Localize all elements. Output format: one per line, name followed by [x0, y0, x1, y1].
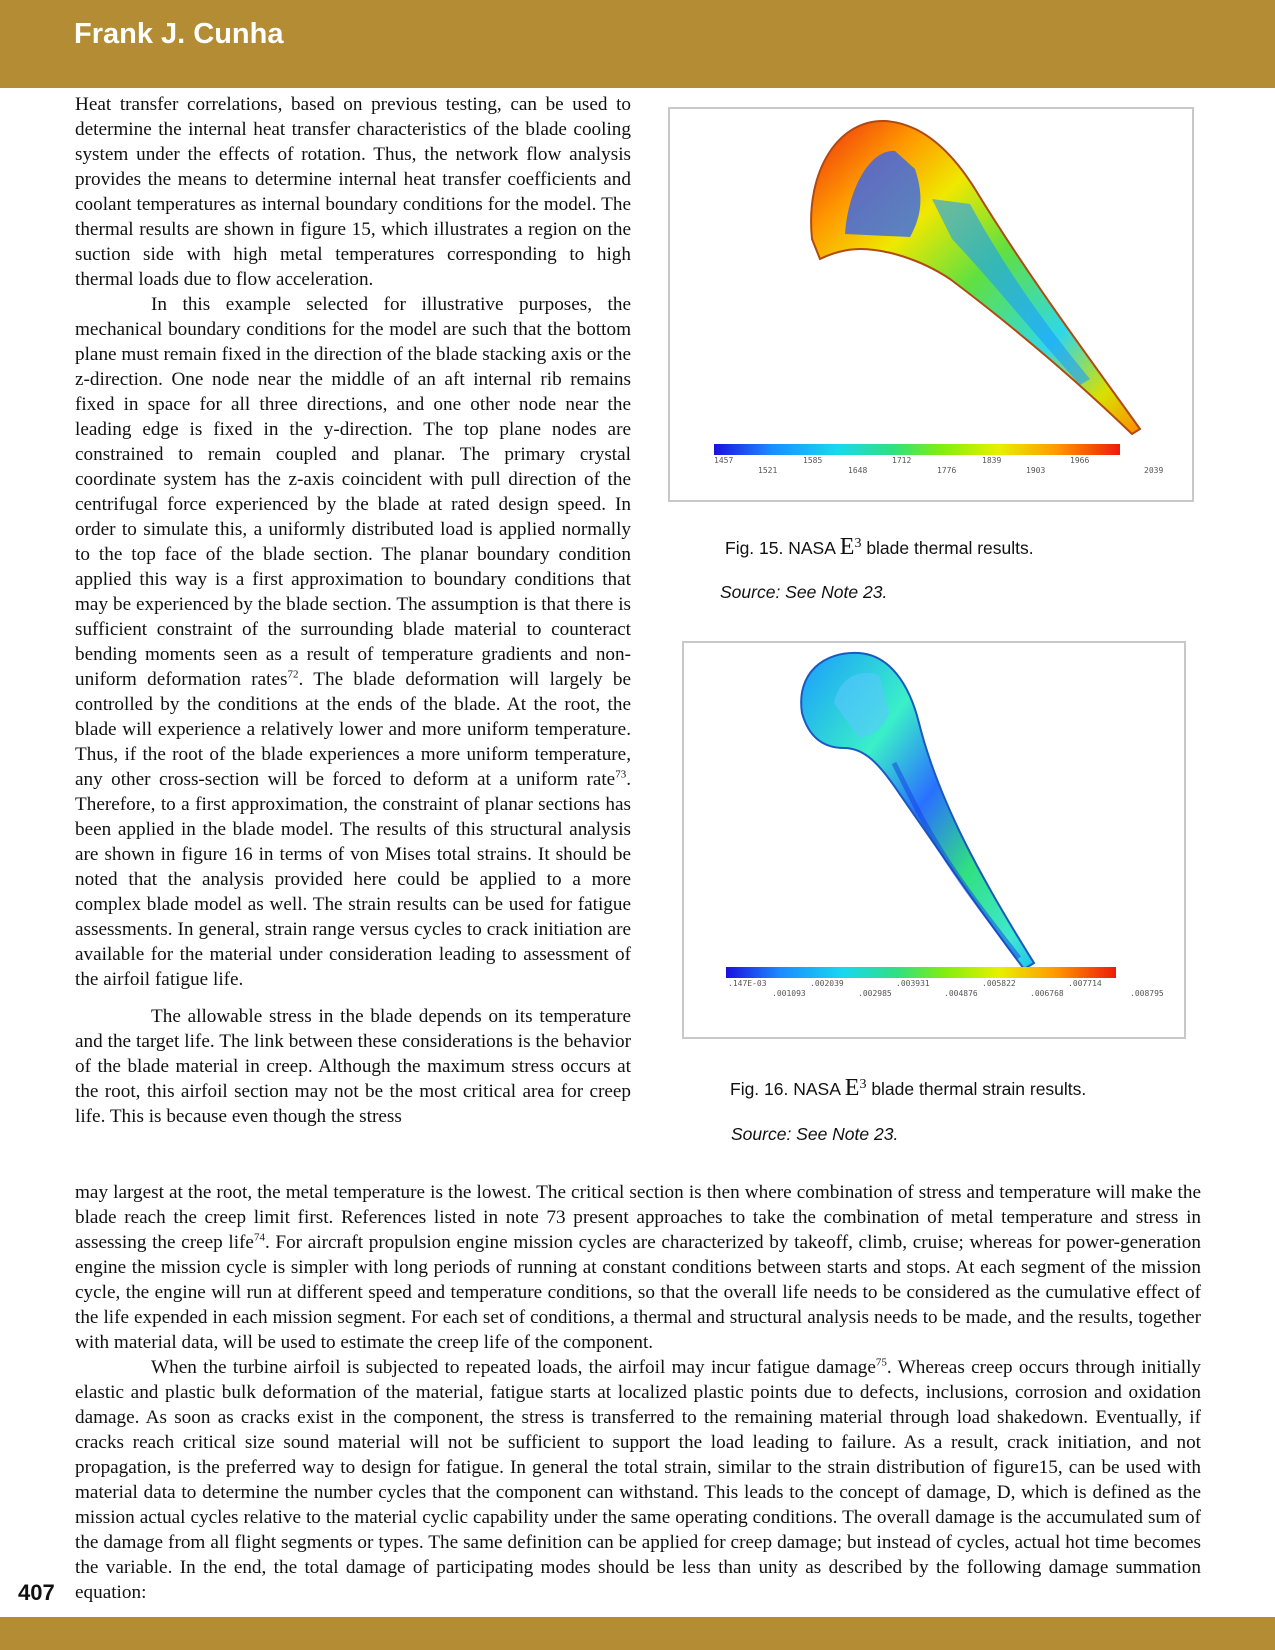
figure-15-caption: Fig. 15. NASA $E^3$ blade thermal results. — [725, 534, 1034, 560]
full-width-text — [75, 1180, 1201, 1605]
scale-label: 2039 — [1144, 466, 1164, 475]
scale-label: 1521 — [758, 466, 778, 475]
scale-label: .008795 — [1130, 989, 1164, 998]
scale-label: .005822 — [982, 979, 1016, 988]
paragraph: When the turbine airfoil is subjected to repeated loads, the airfoil may incur fatigue damage$^{75}$. Whereas creep occurs through initially elastic and plastic bulk deformation of the material, fatigue starts at localized plastic points due to defects, inclusions, corrosion and oxidation damage. As soon as cracks exist in the component, the stress is transferred to the remaining material through load shakedown. Eventually, if cracks reach critical size sound material will not be sufficient to support the load leading to failure. As a result, crack initiation, and not propagation, is the preferred way to design for fatigue. In general the total strain, similar to the strain distribution of figure15, can be used with material data to determine the number cycles that the component can withstand. This leads to the concept of damage, D, which is defined as the mission actual cycles relative to the material cyclic capability under the same operating conditions. The overall damage is the accumulated sum of the damage from all flight segments or types. The same definition can be applied for creep damage; but instead of cycles, actual hot time becomes the variable. In the end, the total damage of participating modes should be less than unity as described by the following damage summation equation: — [75, 1356, 1201, 1603]
figure-16-source: Source: See Note 23. — [731, 1124, 899, 1144]
figure-15-thermal-image — [668, 107, 1194, 502]
paragraph: Heat transfer correlations, based on previous testing, can be used to determine the internal heat transfer characteristics of the blade cooling system under the effects of rotation. Thus, the network flow analysis provides the means to determine internal heat transfer coefficients and coolant temperatures as internal boundary conditions for the model. The thermal results are shown in figure 15, which illustrates a region on the suction side with high metal temperatures corresponding to high thermal loads due to flow acceleration. — [75, 94, 631, 290]
scale-label: .004876 — [944, 989, 978, 998]
scale-label: 1457 — [714, 456, 734, 465]
header-band — [0, 0, 1275, 88]
scale-label: .001093 — [772, 989, 806, 998]
blade-shape — [811, 121, 1140, 434]
scale-label: 1648 — [848, 466, 868, 475]
blade-thermal-render — [670, 109, 1192, 500]
color-scale-bar — [726, 967, 1116, 978]
scale-label: .002039 — [810, 979, 844, 988]
figure-16-caption: Fig. 16. NASA $E^3$ blade thermal strain results. — [730, 1075, 1087, 1101]
figure-16-strain-image — [682, 641, 1186, 1039]
scale-label: .006768 — [1030, 989, 1064, 998]
figure-15-source: Source: See Note 23. — [720, 582, 888, 602]
left-column-text — [75, 92, 631, 1129]
footer-band — [0, 1617, 1275, 1650]
scale-label: .003931 — [896, 979, 930, 988]
scale-label: .002985 — [858, 989, 892, 998]
scale-label: 1966 — [1070, 456, 1090, 465]
scale-label: 1712 — [892, 456, 912, 465]
scale-label: .147E-03 — [728, 979, 767, 988]
paragraph: In this example selected for illustrative purposes, the mechanical boundary conditions for the model are such that the bottom plane must remain fixed in the direction of the blade stacking axis or the z-direction. One node near the middle of an aft internal rib remains fixed in space for all three directions, and one other node near the leading edge is fixed in the y-direction. The top plane nodes are constrained to remain coupled and planar. The primary crystal coordinate system has the z-axis coincident with pull direction of the centrifugal force experienced by the blade at rated design speed. In order to simulate this, a uniformly distributed load is applied normally to the top face of the blade section. The planar boundary condition applied this way is a first approximation to boundary conditions that may be experienced by the blade section. The assumption is that there is sufficient constraint of the surrounding blade material to counteract bending moments seen as a result of temperature gradients and non-uniform deformation rates$^{72}$. The blade deformation will largely be controlled by the conditions at the ends of the blade. At the root, the blade will experience a relatively lower and more uniform temperature. Thus, if the root of the blade experiences a more uniform temperature, any other cross-section will be forced to deform at a uniform rate$^{73}$. Therefore, to a first approximation, the constraint of planar sections has been applied in the blade model. The results of this structural analysis are shown in figure 16 in terms of von Mises total strains. It should be noted that the analysis provided here could be applied to a more complex blade model as well. The strain results can be used for fatigue assessments. In general, strain range versus cycles to crack initiation are available for the material under consideration leading to assessment of the airfoil fatigue life. — [75, 294, 631, 990]
scale-label: 1903 — [1026, 466, 1046, 475]
page-number: 407 — [18, 1580, 55, 1605]
paragraph: may largest at the root, the metal temperature is the lowest. The critical section is then where combination of stress and temperature will make the blade reach the creep limit first. References listed in note 73 present approaches to take the combination of metal temperature and stress in assessing the creep life$^{74}$. For aircraft propulsion engine mission cycles are characterized by takeoff, climb, cruise; whereas for power-generation engine the mission cycle is simpler with long periods of running at constant conditions between starts and stops. At each segment of the mission cycle, the engine will run at different speed and temperature conditions, so that the overall life needs to be considered as the cumulative effect of the life expended in each mission segment. For each set of conditions, a thermal and structural analysis needs to be made, and the results, together with material data, will be used to estimate the creep life of the component. — [75, 1182, 1201, 1353]
scale-label: 1585 — [803, 456, 823, 465]
footnote-ref: 75 — [875, 1356, 887, 1369]
scale-label: .007714 — [1068, 979, 1102, 988]
paragraph: The allowable stress in the blade depends on its temperature and the target life. The link between these considerations is the behavior of the blade material in creep. Although the maximum stress occurs at the root, this airfoil section may not be the most critical area for creep life. This is because even though the stress — [75, 1006, 631, 1127]
footnote-ref: 74 — [253, 1231, 265, 1244]
color-scale-bar — [714, 444, 1120, 455]
footnote-ref: 73 — [615, 768, 627, 781]
running-header-author: Frank J. Cunha — [74, 18, 284, 50]
scale-label: 1839 — [982, 456, 1002, 465]
footnote-ref: 72 — [287, 668, 299, 681]
scale-label: 1776 — [937, 466, 957, 475]
